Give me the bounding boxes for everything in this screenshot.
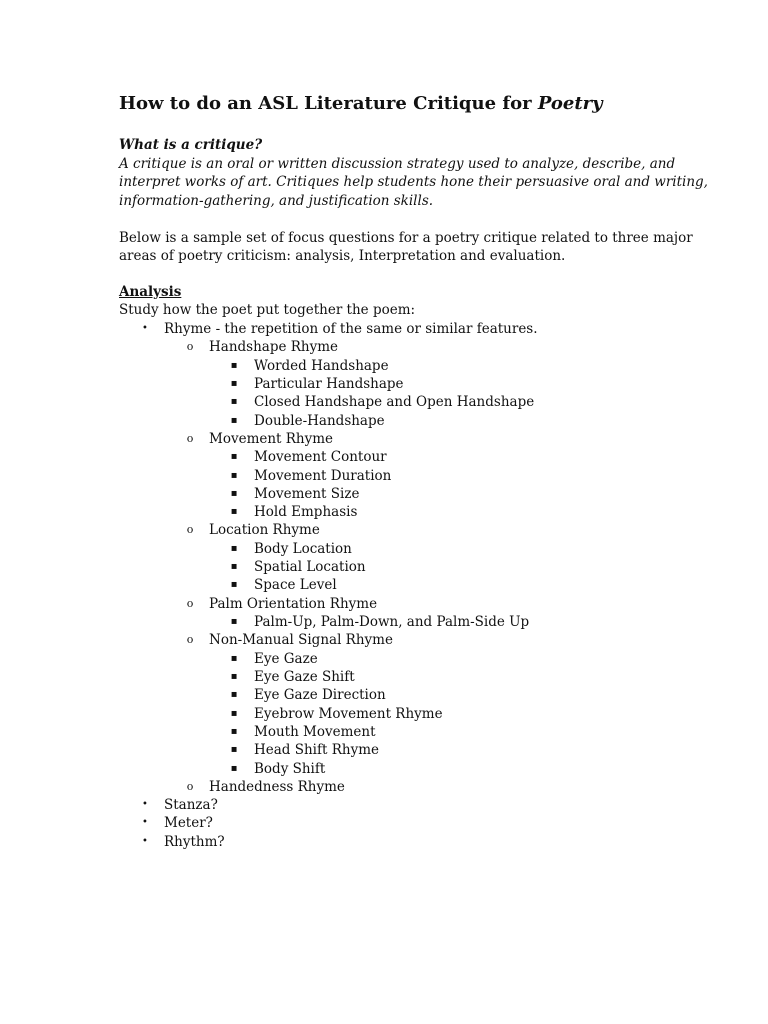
bullet-marker: • — [142, 835, 148, 847]
bullet-marker: ▪ — [230, 487, 238, 499]
outline-item-level-3 — [0, 393, 768, 411]
outline-item-text: Palm-Up, Palm-Down, and Palm-Side Up — [254, 614, 530, 630]
bullet-marker: • — [142, 799, 148, 811]
bullet-marker: ▪ — [230, 744, 238, 756]
outline-item-level-3 — [0, 650, 768, 668]
outline-item-text: Meter? — [164, 815, 213, 832]
definition-line: A critique is an oral or written discussion strategy used to analyze, describe, and — [119, 156, 676, 172]
outline-item-level-3 — [0, 576, 768, 594]
bullet-marker: • — [142, 817, 148, 829]
bullet-marker: ▪ — [230, 414, 238, 426]
outline-item-text: Hold Emphasis — [254, 504, 358, 521]
title-main-text: How to do an ASL Literature Critique for — [119, 93, 538, 114]
bullet-marker: ▪ — [230, 561, 238, 573]
outline-item-text: Worded Handshape — [254, 357, 389, 374]
bullet-marker: ▪ — [230, 542, 238, 554]
outline-item-text: Stanza? — [164, 797, 218, 814]
document-title — [119, 93, 603, 114]
bullet-marker: o — [186, 596, 194, 610]
outline-item-text: Rhyme - the repetition of the same or similar features. — [164, 321, 538, 337]
bullet-marker: ▪ — [230, 762, 238, 774]
outline-item-text: Mouth Movement — [254, 723, 376, 740]
outline-item-text: Movement Size — [254, 485, 360, 502]
bullet-marker: o — [186, 340, 194, 354]
outline-item-level-2 — [0, 631, 768, 649]
outline-item-level-3 — [0, 485, 768, 503]
bullet-marker: ▪ — [230, 689, 238, 701]
definition-line: information-gathering, and justification skills. — [119, 192, 434, 209]
bullet-marker: ▪ — [230, 725, 238, 737]
outline-item-text: Particular Handshape — [254, 375, 404, 392]
bullet-marker: ▪ — [230, 707, 238, 719]
bullet-marker: ▪ — [230, 670, 238, 682]
bullet-marker: ▪ — [230, 469, 238, 481]
outline-item-level-3 — [0, 741, 768, 759]
bullet-marker: o — [186, 523, 194, 537]
outline-item-level-2 — [0, 521, 768, 539]
outline-item-text: Eye Gaze Shift — [254, 668, 355, 685]
bullet-marker: ▪ — [230, 652, 238, 664]
outline-item-level-2 — [0, 430, 768, 448]
outline-item-level-2 — [0, 778, 768, 796]
outline-item-level-3 — [0, 558, 768, 576]
bullet-marker: ▪ — [230, 506, 238, 518]
outline-item-level-3 — [0, 723, 768, 741]
outline-item-level-3 — [0, 412, 768, 430]
outline-item-text: Location Rhyme — [209, 522, 320, 539]
analysis-heading: Analysis — [119, 284, 182, 300]
bullet-marker: ▪ — [230, 377, 238, 389]
critique-question-heading: What is a critique? — [119, 137, 263, 153]
outline-item-text: Palm Orientation Rhyme — [209, 595, 378, 612]
critique-definition — [119, 155, 708, 210]
outline-item-text: Spatial Location — [254, 559, 366, 576]
outline-item-level-3 — [0, 686, 768, 704]
outline-item-text: Space Level — [254, 577, 337, 594]
outline-item-text: Handedness Rhyme — [209, 778, 345, 795]
outline-item-text: Double-Handshape — [254, 412, 385, 429]
analysis-outline — [0, 320, 768, 851]
outline-item-level-2 — [0, 338, 768, 356]
outline-item-text: Eyebrow Movement Rhyme — [254, 705, 443, 722]
outline-item-text: Handshape Rhyme — [209, 339, 339, 356]
outline-item-text: Non-Manual Signal Rhyme — [209, 632, 393, 649]
outline-item-text: Body Location — [254, 540, 352, 557]
outline-item-level-3 — [0, 613, 768, 631]
outline-item-text: Movement Rhyme — [209, 430, 334, 447]
outline-item-level-1 — [0, 796, 768, 814]
intro-paragraph — [119, 229, 693, 266]
outline-item-text: Head Shift Rhyme — [254, 742, 379, 759]
analysis-lead: Study how the poet put together the poem: — [119, 302, 416, 318]
outline-item-level-3 — [0, 467, 768, 485]
title-emphasis-text: Poetry — [537, 93, 603, 114]
outline-item-level-3 — [0, 357, 768, 375]
outline-item-text: Movement Duration — [254, 467, 392, 484]
outline-item-text: Eye Gaze Direction — [254, 687, 386, 704]
definition-line: interpret works of art. Critiques help students hone their persuasive oral and writing, — [119, 174, 708, 191]
bullet-marker: o — [186, 779, 194, 793]
outline-item-level-1 — [0, 814, 768, 832]
outline-item-text: Movement Contour — [254, 449, 387, 466]
outline-item-level-1 — [0, 833, 768, 851]
outline-item-level-3 — [0, 375, 768, 393]
bullet-marker: ▪ — [230, 579, 238, 591]
intro-line: Below is a sample set of focus questions for a poetry critique related to three major — [119, 230, 693, 246]
outline-item-level-2 — [0, 595, 768, 613]
bullet-marker: • — [142, 323, 148, 334]
outline-item-level-3 — [0, 448, 768, 466]
outline-item-text: Body Shift — [254, 760, 326, 777]
outline-item-level-3 — [0, 503, 768, 521]
outline-item-level-1 — [0, 320, 768, 338]
outline-item-level-3 — [0, 705, 768, 723]
bullet-marker: ▪ — [230, 616, 238, 627]
outline-item-text: Eye Gaze — [254, 650, 318, 667]
bullet-marker: o — [186, 431, 194, 445]
bullet-marker: ▪ — [230, 359, 238, 371]
outline-item-level-3 — [0, 760, 768, 778]
bullet-marker: ▪ — [230, 396, 238, 408]
bullet-marker: ▪ — [230, 451, 238, 463]
outline-item-text: Rhythm? — [164, 833, 225, 850]
outline-item-level-3 — [0, 668, 768, 686]
bullet-marker: o — [186, 633, 194, 647]
intro-line: areas of poetry criticism: analysis, Interpretation and evaluation. — [119, 248, 566, 265]
outline-item-level-3 — [0, 540, 768, 558]
outline-item-text: Closed Handshape and Open Handshape — [254, 394, 535, 411]
